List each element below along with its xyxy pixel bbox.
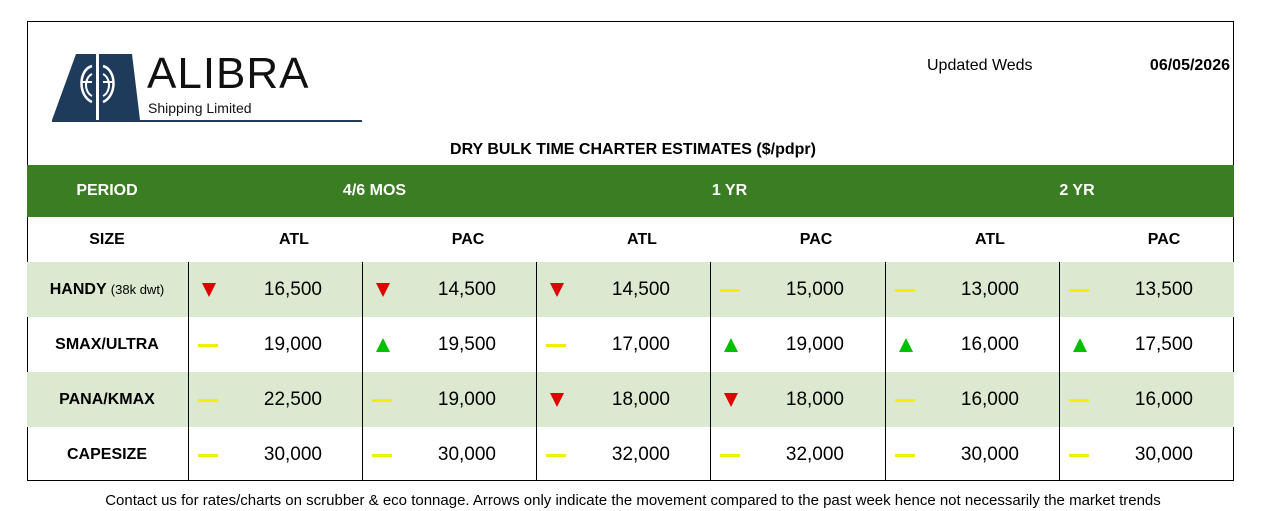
brand-subtitle: Shipping Limited [148, 100, 252, 116]
flat-dash-icon [897, 391, 915, 409]
rate-value: 19,000 [785, 334, 844, 355]
report-title: DRY BULK TIME CHARTER ESTIMATES ($/pdpr) [450, 141, 816, 158]
subcol-atl: ATL [627, 231, 657, 248]
rate-cell [362, 372, 536, 427]
down-arrow-icon [722, 391, 740, 409]
up-arrow-icon [1071, 336, 1089, 354]
subcol-pac: PAC [1147, 231, 1181, 248]
rate-cell [885, 372, 1059, 427]
column-divider [1059, 262, 1060, 481]
rate-cell [1059, 372, 1233, 427]
rate-value: 22,500 [263, 389, 322, 410]
flat-dash-icon [1071, 281, 1089, 299]
rate-value: 30,000 [263, 444, 322, 465]
rate-cell [536, 262, 710, 317]
table-row [27, 317, 1234, 372]
rate-cell [885, 427, 1059, 482]
flat-dash-icon [1071, 446, 1089, 464]
rate-value: 14,500 [437, 279, 496, 300]
flat-dash-icon [548, 446, 566, 464]
alibra-logo [52, 49, 362, 124]
size-label: SIZE [89, 231, 125, 248]
period-header-band [27, 165, 1234, 217]
rate-cell [710, 427, 884, 482]
period-2-yr: 2 YR [1059, 182, 1095, 199]
flat-dash-icon [374, 391, 392, 409]
subcol-pac: PAC [799, 231, 833, 248]
rate-cell [362, 427, 536, 482]
rate-cell [536, 427, 710, 482]
rate-cell [710, 262, 884, 317]
size-row-label [27, 262, 187, 317]
rate-cell [536, 317, 710, 372]
column-divider [885, 262, 886, 481]
rate-value: 18,000 [611, 389, 670, 410]
column-divider [362, 262, 363, 481]
flat-dash-icon [200, 391, 218, 409]
rate-cell [188, 372, 362, 427]
rate-cell [710, 372, 884, 427]
rate-cell [885, 262, 1059, 317]
flat-dash-icon [1071, 391, 1089, 409]
size-name: PANA/KMAX [59, 391, 155, 408]
rate-cell [1059, 262, 1233, 317]
up-arrow-icon [722, 336, 740, 354]
period-1-yr: 1 YR [711, 182, 748, 199]
subcol-pac: PAC [451, 231, 485, 248]
flat-dash-icon [374, 446, 392, 464]
down-arrow-icon [548, 391, 566, 409]
rate-value: 32,000 [611, 444, 670, 465]
rate-cell [362, 262, 536, 317]
size-row-label [27, 317, 187, 372]
rate-value: 17,000 [611, 334, 670, 355]
table-row [27, 262, 1234, 317]
column-divider [188, 262, 189, 481]
flat-dash-icon [897, 281, 915, 299]
rate-cell [188, 262, 362, 317]
rate-value: 30,000 [960, 444, 1019, 465]
column-divider [710, 262, 711, 481]
rate-value: 19,000 [263, 334, 322, 355]
size-name: SMAX/ULTRA [55, 336, 159, 353]
size-note: (38k dwt) [110, 282, 165, 297]
rate-value: 32,000 [785, 444, 844, 465]
rate-value: 16,000 [960, 389, 1019, 410]
rate-value: 15,000 [785, 279, 844, 300]
period-4-6-mos: 4/6 MOS [342, 182, 407, 199]
table-row [27, 372, 1234, 427]
rate-cell [1059, 427, 1233, 482]
rate-value: 13,500 [1134, 279, 1193, 300]
report-date: 06/05/2026 [1149, 57, 1230, 74]
rate-cell [188, 427, 362, 482]
logo-underline [52, 120, 362, 122]
size-row-label [27, 427, 187, 482]
rate-cell [710, 317, 884, 372]
rate-cell [362, 317, 536, 372]
column-divider [536, 262, 537, 481]
rate-cell [1059, 317, 1233, 372]
disclaimer-footer: Contact us for rates/charts on scrubber & eco tonnage. Arrows only indicate the movement compared to the past week hence not necessarily the market trends [105, 492, 1161, 509]
flat-dash-icon [722, 281, 740, 299]
rate-value: 19,500 [437, 334, 496, 355]
size-name: HANDY [49, 281, 107, 298]
rate-value: 14,500 [611, 279, 670, 300]
down-arrow-icon [374, 281, 392, 299]
period-label: PERIOD [76, 182, 138, 199]
rate-value: 16,000 [960, 334, 1019, 355]
rate-value: 30,000 [1134, 444, 1193, 465]
subcol-atl: ATL [279, 231, 309, 248]
flat-dash-icon [897, 446, 915, 464]
size-row-label [27, 372, 187, 427]
rate-cell [536, 372, 710, 427]
flat-dash-icon [200, 336, 218, 354]
rates-table [27, 262, 1234, 482]
rate-cell [188, 317, 362, 372]
rate-value: 30,000 [437, 444, 496, 465]
updated-label: Updated Weds [927, 57, 1033, 74]
down-arrow-icon [548, 281, 566, 299]
rate-cell [885, 317, 1059, 372]
rate-value: 18,000 [785, 389, 844, 410]
size-name: CAPESIZE [66, 446, 147, 463]
rate-value: 19,000 [437, 389, 496, 410]
up-arrow-icon [374, 336, 392, 354]
rate-value: 13,000 [960, 279, 1019, 300]
up-arrow-icon [897, 336, 915, 354]
logo-emblem-icon [52, 52, 144, 120]
subcol-atl: ATL [975, 231, 1005, 248]
rate-value: 17,500 [1134, 334, 1193, 355]
rate-value: 16,000 [1134, 389, 1193, 410]
flat-dash-icon [722, 446, 740, 464]
flat-dash-icon [200, 446, 218, 464]
rate-value: 16,500 [263, 279, 322, 300]
subheader-row [27, 217, 1234, 262]
down-arrow-icon [200, 281, 218, 299]
flat-dash-icon [548, 336, 566, 354]
brand-name: ALIBRA [147, 49, 310, 98]
table-row [27, 427, 1234, 482]
